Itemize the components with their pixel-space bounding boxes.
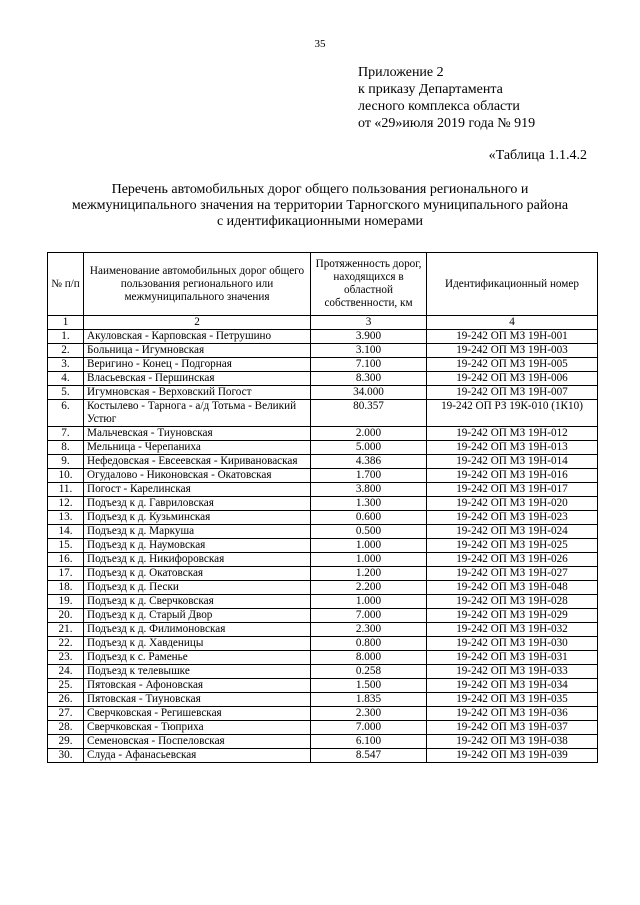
road-length: 7.100: [311, 358, 427, 372]
road-name: Подъезд к д. Никифоровская: [84, 553, 311, 567]
row-number: 11.: [48, 483, 84, 497]
row-number: 29.: [48, 735, 84, 749]
row-number: 3.: [48, 358, 84, 372]
row-number: 30.: [48, 749, 84, 763]
road-name: Сверчковская - Регишевская: [84, 707, 311, 721]
row-number: 24.: [48, 665, 84, 679]
road-name: Мальчевская - Тиуновская: [84, 427, 311, 441]
road-length: 6.100: [311, 735, 427, 749]
table-row: [48, 749, 598, 763]
road-length: 2.300: [311, 707, 427, 721]
road-length: 4.386: [311, 455, 427, 469]
document-title: [0, 182, 640, 230]
road-name: Подъезд к д. Кузьминская: [84, 511, 311, 525]
road-identifier: 19-242 ОП МЗ 19Н-003: [427, 344, 598, 358]
road-name: Подъезд к д. Гавриловская: [84, 497, 311, 511]
appendix-line-3: лесного комплекса области: [358, 99, 520, 114]
row-number: 12.: [48, 497, 84, 511]
row-number: 21.: [48, 623, 84, 637]
road-name: Подъезд к д. Сверчковская: [84, 595, 311, 609]
row-number: 1.: [48, 330, 84, 344]
row-number: 22.: [48, 637, 84, 651]
road-length: 2.300: [311, 623, 427, 637]
row-number: 20.: [48, 609, 84, 623]
table-row: [48, 581, 598, 595]
road-name: Подъезд к с. Раменье: [84, 651, 311, 665]
row-number: 7.: [48, 427, 84, 441]
road-name: Подъезд к д. Наумовская: [84, 539, 311, 553]
road-identifier: 19-242 ОП МЗ 19Н-039: [427, 749, 598, 763]
road-identifier: 19-242 ОП МЗ 19Н-029: [427, 609, 598, 623]
row-number: 23.: [48, 651, 84, 665]
road-length: 0.800: [311, 637, 427, 651]
road-length: 1.700: [311, 469, 427, 483]
table-row: [48, 567, 598, 581]
table-row: [48, 497, 598, 511]
road-length: 1.500: [311, 679, 427, 693]
table-row: [48, 330, 598, 344]
row-number: 14.: [48, 525, 84, 539]
road-name: Веригино - Конец - Подгорная: [84, 358, 311, 372]
title-line-1: Перечень автомобильных дорог общего пользования регионального и: [111, 182, 529, 197]
table-row: [48, 386, 598, 400]
appendix-line-4: от «29»июля 2019 года № 919: [358, 116, 536, 131]
road-name: Больница - Игумновская: [84, 344, 311, 358]
roads-table-body: [48, 330, 598, 763]
road-length: 0.600: [311, 511, 427, 525]
header-road-name: Наименование автомобильных дорог общего пользования регионального или межмуниципального значения: [84, 253, 311, 316]
road-length: 7.000: [311, 721, 427, 735]
column-number: 1: [48, 316, 84, 330]
table-row: [48, 609, 598, 623]
row-number: 27.: [48, 707, 84, 721]
road-identifier: 19-242 ОП МЗ 19Н-035: [427, 693, 598, 707]
table-row: [48, 344, 598, 358]
table-row: [48, 707, 598, 721]
header-number: № п/п: [48, 253, 84, 316]
road-identifier: 19-242 ОП МЗ 19Н-025: [427, 539, 598, 553]
road-identifier: 19-242 ОП МЗ 19Н-020: [427, 497, 598, 511]
road-length: 1.000: [311, 539, 427, 553]
road-name: Пятовская - Тиуновская: [84, 693, 311, 707]
table-row: [48, 455, 598, 469]
road-length: 5.000: [311, 441, 427, 455]
page-number: 35: [314, 38, 326, 50]
appendix-block: [358, 64, 535, 132]
road-name: Семеновская - Поспеловская: [84, 735, 311, 749]
road-identifier: 19-242 ОП МЗ 19Н-033: [427, 665, 598, 679]
row-number: 10.: [48, 469, 84, 483]
row-number: 9.: [48, 455, 84, 469]
row-number: 13.: [48, 511, 84, 525]
road-length: 2.200: [311, 581, 427, 595]
road-length: 2.000: [311, 427, 427, 441]
road-name: Огудалово - Никоновская - Окатовская: [84, 469, 311, 483]
road-identifier: 19-242 ОП МЗ 19Н-038: [427, 735, 598, 749]
road-length: 34.000: [311, 386, 427, 400]
road-length: 3.100: [311, 344, 427, 358]
table-row: [48, 483, 598, 497]
table-row: [48, 358, 598, 372]
road-identifier: 19-242 ОП МЗ 19Н-023: [427, 511, 598, 525]
table-row: [48, 693, 598, 707]
header-identifier: Идентификационный номер: [427, 253, 598, 316]
table-row: [48, 427, 598, 441]
table-row: [48, 372, 598, 386]
road-identifier: 19-242 ОП МЗ 19Н-032: [427, 623, 598, 637]
appendix-line-1: Приложение 2: [358, 65, 444, 80]
table-row: [48, 595, 598, 609]
road-name: Власьевская - Першинская: [84, 372, 311, 386]
road-name: Пятовская - Афоновская: [84, 679, 311, 693]
road-name: Подъезд к телевышке: [84, 665, 311, 679]
table-row: [48, 735, 598, 749]
row-number: 26.: [48, 693, 84, 707]
table-row: [48, 553, 598, 567]
road-length: 0.500: [311, 525, 427, 539]
road-name: Подъезд к д. Маркуша: [84, 525, 311, 539]
road-identifier: 19-242 ОП МЗ 19Н-026: [427, 553, 598, 567]
title-line-2: межмуниципального значения на территории Тарногского муниципального района: [71, 198, 569, 213]
road-identifier: 19-242 ОП РЗ 19К-010 (1К10): [427, 400, 598, 427]
road-name: Подъезд к д. Старый Двор: [84, 609, 311, 623]
column-numbers-row: [48, 316, 598, 330]
table-row: [48, 539, 598, 553]
road-name: Игумновская - Верховский Погост: [84, 386, 311, 400]
row-number: 16.: [48, 553, 84, 567]
road-identifier: 19-242 ОП МЗ 19Н-007: [427, 386, 598, 400]
road-identifier: 19-242 ОП МЗ 19Н-034: [427, 679, 598, 693]
road-name: Подъезд к д. Хавденицы: [84, 637, 311, 651]
table-row: [48, 525, 598, 539]
table-row: [48, 665, 598, 679]
road-name: Костылево - Тарнога - а/д Тотьма - Великий Устюг: [84, 400, 311, 427]
road-identifier: 19-242 ОП МЗ 19Н-030: [427, 637, 598, 651]
road-length: 8.300: [311, 372, 427, 386]
road-identifier: 19-242 ОП МЗ 19Н-006: [427, 372, 598, 386]
table-header-row: [48, 253, 598, 316]
road-name: Погост - Карелинская: [84, 483, 311, 497]
road-identifier: 19-242 ОП МЗ 19Н-048: [427, 581, 598, 595]
row-number: 28.: [48, 721, 84, 735]
column-number: 3: [311, 316, 427, 330]
column-number: 4: [427, 316, 598, 330]
table-row: [48, 679, 598, 693]
road-length: 7.000: [311, 609, 427, 623]
road-identifier: 19-242 ОП МЗ 19Н-027: [427, 567, 598, 581]
road-identifier: 19-242 ОП МЗ 19Н-001: [427, 330, 598, 344]
road-identifier: 19-242 ОП МЗ 19Н-013: [427, 441, 598, 455]
road-length: 8.000: [311, 651, 427, 665]
row-number: 18.: [48, 581, 84, 595]
road-length: 3.800: [311, 483, 427, 497]
road-name: Акуловская - Карповская - Петрушино: [84, 330, 311, 344]
road-identifier: 19-242 ОП МЗ 19Н-037: [427, 721, 598, 735]
row-number: 4.: [48, 372, 84, 386]
road-name: Подъезд к д. Окатовская: [84, 567, 311, 581]
row-number: 15.: [48, 539, 84, 553]
header-length: Протяженность дорог, находящихся в областной собственности, км: [311, 253, 427, 316]
row-number: 19.: [48, 595, 84, 609]
road-length: 1.000: [311, 553, 427, 567]
road-identifier: 19-242 ОП МЗ 19Н-012: [427, 427, 598, 441]
table-row: [48, 400, 598, 427]
column-number: 2: [84, 316, 311, 330]
road-identifier: 19-242 ОП МЗ 19Н-036: [427, 707, 598, 721]
appendix-line-2: к приказу Департамента: [358, 82, 503, 97]
road-identifier: 19-242 ОП МЗ 19Н-005: [427, 358, 598, 372]
road-identifier: 19-242 ОП МЗ 19Н-028: [427, 595, 598, 609]
road-name: Нефедовская - Евсеевская - Киривановаская: [84, 455, 311, 469]
table-reference: «Таблица 1.1.4.2: [488, 148, 587, 163]
road-length: 1.835: [311, 693, 427, 707]
table-row: [48, 469, 598, 483]
road-name: Сверчковская - Тюприха: [84, 721, 311, 735]
road-identifier: 19-242 ОП МЗ 19Н-017: [427, 483, 598, 497]
roads-table: [47, 252, 598, 763]
road-identifier: 19-242 ОП МЗ 19Н-014: [427, 455, 598, 469]
road-length: 8.547: [311, 749, 427, 763]
table-row: [48, 511, 598, 525]
row-number: 2.: [48, 344, 84, 358]
road-identifier: 19-242 ОП МЗ 19Н-031: [427, 651, 598, 665]
road-name: Мельница - Черепаниха: [84, 441, 311, 455]
road-length: 1.000: [311, 595, 427, 609]
road-length: 80.357: [311, 400, 427, 427]
road-name: Подъезд к д. Пески: [84, 581, 311, 595]
row-number: 25.: [48, 679, 84, 693]
road-length: 1.200: [311, 567, 427, 581]
table-row: [48, 441, 598, 455]
road-identifier: 19-242 ОП МЗ 19Н-024: [427, 525, 598, 539]
row-number: 6.: [48, 400, 84, 427]
table-row: [48, 637, 598, 651]
road-name: Подъезд к д. Филимоновская: [84, 623, 311, 637]
row-number: 5.: [48, 386, 84, 400]
title-line-3: с идентификационными номерами: [216, 214, 424, 229]
row-number: 17.: [48, 567, 84, 581]
road-length: 1.300: [311, 497, 427, 511]
table-row: [48, 651, 598, 665]
road-length: 3.900: [311, 330, 427, 344]
road-name: Слуда - Афанасьевская: [84, 749, 311, 763]
table-row: [48, 721, 598, 735]
table-row: [48, 623, 598, 637]
road-length: 0.258: [311, 665, 427, 679]
road-identifier: 19-242 ОП МЗ 19Н-016: [427, 469, 598, 483]
row-number: 8.: [48, 441, 84, 455]
